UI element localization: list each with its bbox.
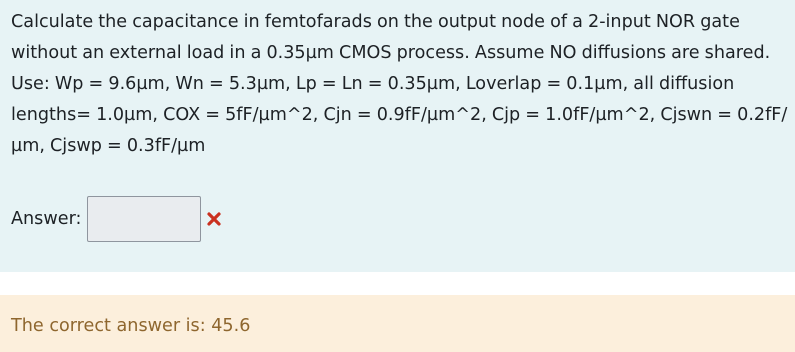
answer-label: Answer:	[11, 209, 82, 229]
answer-row	[11, 195, 222, 243]
correct-answer-text: The correct answer is: 45.6	[11, 316, 251, 336]
answer-input[interactable]	[87, 196, 201, 242]
question-text: Calculate the capacitance in femtofarads on the output node of a 2-input NOR gate without an external load in a 0.35µm CMOS process. Assume NO diffusions are shared. Use: Wp = 9.6µm, Wn = 5.3µm, Lp = Ln = 0.35µm, Loverlap = 0.1µm, all diffusion lengths= 1.0µm, COX = 5fF/µm^2, Cjn = 0.9fF/µm^2, Cjp = 1.0fF/µm^2, Cjswn = 0.2fF/ µm, Cjswp = 0.3fF/µm	[11, 12, 788, 156]
incorrect-x-icon	[206, 211, 222, 227]
feedback-panel	[0, 295, 795, 352]
